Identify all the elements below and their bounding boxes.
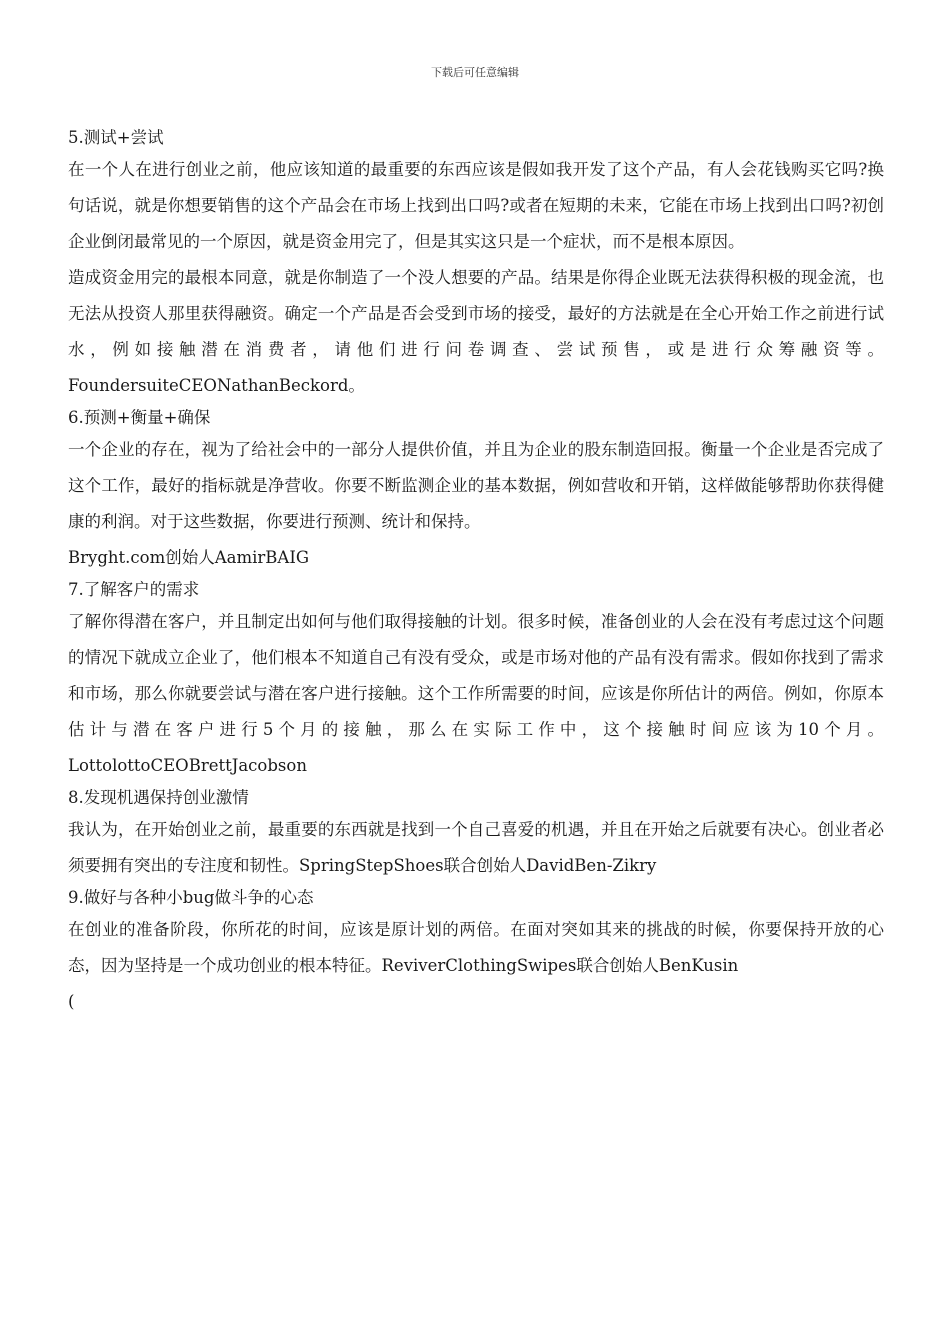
header-note: 下载后可任意编辑 [431,66,519,79]
section-7-paragraph-1: 了解你得潜在客户，并且制定出如何与他们取得接触的计划。很多时候，准备创业的人会在没有考虑过这个问题的情况下就成立企业了，他们根本不知道自己有没有受众，或是市场对他的产品有没有需求。假如你找到了需求和市场，那么你就要尝试与潜在客户进行接触。这个工作所需要的时间，应该是你所估计的两倍。例如，你原本估计与潜在客户进行5个月的接触，那么在实际工作中，这个接触时间应该为10个月。LottolottoCEOBrettJacobson [68,612,884,775]
section-8-paragraph-1: 我认为，在开始创业之前，最重要的东西就是找到一个自己喜爱的机遇，并且在开始之后就要有决心。创业者必须要拥有突出的专注度和韧性。SpringStepShoes联合创始人DavidBen-Zikry [68,820,884,875]
section-heading-8: 8.发现机遇保持创业激情 [68,788,249,807]
document-body [68,124,884,1020]
section-5-paragraph-1: 在一个人在进行创业之前，他应该知道的最重要的东西应该是假如我开发了这个产品，有人会花钱购买它吗?换句话说，就是你想要销售的这个产品会在市场上找到出口吗?或者在短期的未来，它能在市场上找到出口吗?初创企业倒闭最常见的一个原因，就是资金用完了，但是其实这只是一个症状，而不是根本原因。 [68,160,884,251]
section-heading-6: 6.预测+衡量+确保 [68,408,211,427]
section-9-paragraph-1: 在创业的准备阶段，你所花的时间，应该是原计划的两倍。在面对突如其来的挑战的时候，你要保持开放的心态，因为坚持是一个成功创业的根本特征。ReviverClothingSwipes联合创始人BenKusin [68,920,884,975]
section-heading-9: 9.做好与各种小bug做斗争的心态 [68,888,314,907]
section-6-paragraph-1: 一个企业的存在，视为了给社会中的一部分人提供价值，并且为企业的股东制造回报。衡量一个企业是否完成了这个工作，最好的指标就是净营收。你要不断监测企业的基本数据，例如营收和开销，这样做能够帮助你获得健康的利润。对于这些数据，你要进行预测、统计和保持。 [68,440,884,531]
trailing-parenthesis: ( [68,992,75,1011]
section-heading-7: 7.了解客户的需求 [68,580,200,599]
section-6-attribution: Bryght.com创始人AamirBAIG [68,548,310,567]
section-5-paragraph-2: 造成资金用完的最根本同意，就是你制造了一个没人想要的产品。结果是你得企业既无法获得积极的现金流，也无法从投资人那里获得融资。确定一个产品是否会受到市场的接受，最好的方法就是在全心开始工作之前进行试水，例如接触潜在消费者，请他们进行问卷调查、尝试预售，或是进行众筹融资等。FoundersuiteCEONathanBeckord。 [68,268,884,395]
section-heading-5: 5.测试+尝试 [68,128,164,147]
